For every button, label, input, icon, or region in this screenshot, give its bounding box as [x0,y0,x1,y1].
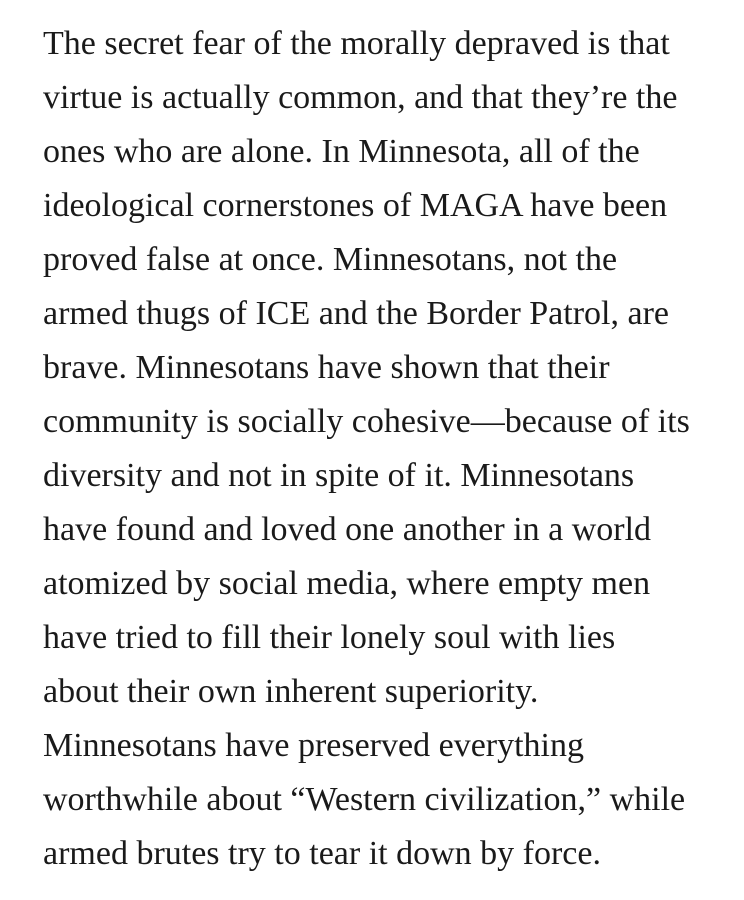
paragraph-line: virtue is actually common, and that they’re the [43,79,678,116]
paragraph-line: community is socially cohesive—because of its [43,403,690,440]
paragraph-line: have tried to fill their lonely soul with lies [43,619,616,656]
article-paragraph [43,17,733,881]
paragraph-line: armed thugs of ICE and the Border Patrol, are [43,295,669,332]
paragraph-line: about their own inherent superiority. [43,673,539,710]
paragraph-line: diversity and not in spite of it. Minnesotans [43,457,635,494]
paragraph-line: ideological cornerstones of MAGA have been [43,187,668,224]
paragraph-line: atomized by social media, where empty men [43,565,651,602]
paragraph-line: worthwhile about “Western civilization,” while [43,781,686,818]
paragraph-line: have found and loved one another in a world [43,511,652,548]
paragraph-line: proved false at once. Minnesotans, not the [43,241,618,278]
paragraph-line: brave. Minnesotans have shown that their [43,349,610,386]
paragraph-line: Minnesotans have preserved everything [43,727,584,764]
paragraph-line: ones who are alone. In Minnesota, all of the [43,133,640,170]
paragraph-line: armed brutes try to tear it down by force. [43,835,601,872]
paragraph-line: The secret fear of the morally depraved is that [43,25,670,62]
